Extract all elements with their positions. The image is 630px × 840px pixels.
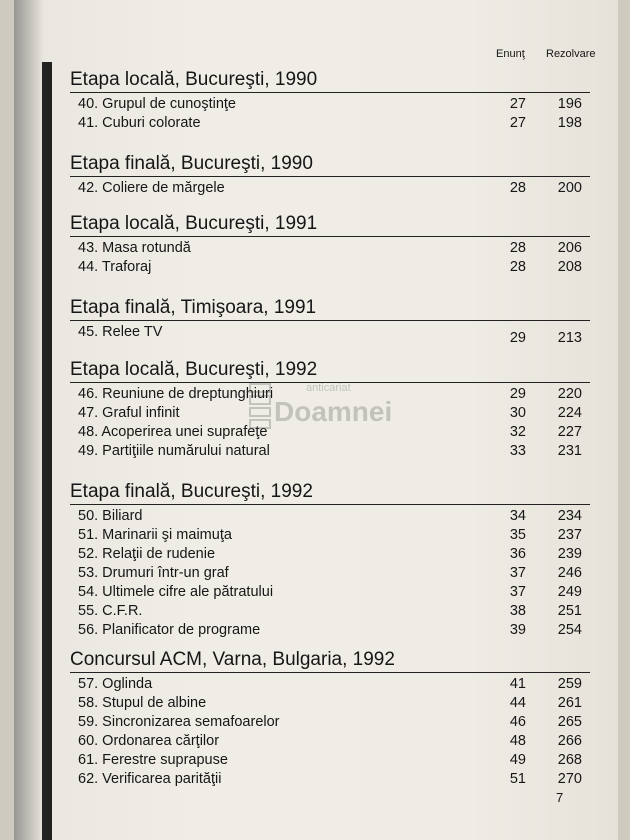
section-marker-bar bbox=[42, 62, 52, 148]
toc-entry bbox=[70, 95, 590, 114]
toc-section bbox=[70, 68, 590, 133]
entry-title: 62. Verificarea parităţii bbox=[78, 771, 222, 787]
entry-rezolvare-page: 234 bbox=[557, 508, 582, 524]
entry-rezolvare-page: 266 bbox=[557, 733, 582, 749]
toc-entry bbox=[70, 602, 590, 621]
entry-enunt-page: 48 bbox=[509, 733, 526, 749]
entry-rezolvare-page: 208 bbox=[557, 259, 582, 275]
entry-title: 61. Ferestre suprapuse bbox=[78, 752, 228, 768]
entry-enunt-page: 44 bbox=[509, 695, 526, 711]
entry-title: 54. Ultimele cifre ale pătratului bbox=[78, 584, 274, 600]
entry-title: 48. Acoperirea unei suprafeţe bbox=[78, 424, 268, 440]
entry-rezolvare-page: 200 bbox=[557, 180, 582, 196]
toc-entry bbox=[70, 694, 590, 713]
entry-title: 45. Relee TV bbox=[78, 324, 163, 340]
entry-enunt-page: 27 bbox=[509, 115, 526, 131]
toc-entry bbox=[70, 526, 590, 545]
entry-enunt-page: 37 bbox=[509, 584, 526, 600]
entry-enunt-page: 28 bbox=[509, 180, 526, 196]
toc-section bbox=[70, 296, 590, 346]
toc-entry bbox=[70, 179, 590, 198]
page-number: 7 bbox=[556, 790, 564, 805]
entry-enunt-page: 33 bbox=[509, 443, 526, 459]
page-gutter-shadow bbox=[14, 0, 44, 840]
section-marker-bar bbox=[42, 478, 52, 644]
toc-entry bbox=[70, 583, 590, 602]
section-marker-bar bbox=[42, 354, 52, 478]
toc-section bbox=[70, 648, 590, 789]
entry-rezolvare-page: 198 bbox=[557, 115, 582, 131]
section-title: Etapa locală, Bucureşti, 1990 bbox=[70, 68, 590, 93]
entry-enunt-page: 51 bbox=[509, 771, 526, 787]
entry-enunt-page: 49 bbox=[509, 752, 526, 768]
section-title: Etapa finală, Bucureşti, 1992 bbox=[70, 480, 590, 505]
toc-section bbox=[70, 212, 590, 277]
toc-entry bbox=[70, 751, 590, 770]
entry-enunt-page: 41 bbox=[509, 676, 526, 692]
entry-title: 57. Oglinda bbox=[78, 676, 153, 692]
entry-title: 60. Ordonarea cărţilor bbox=[78, 733, 220, 749]
entry-rezolvare-page: 270 bbox=[557, 771, 582, 787]
entry-enunt-page: 37 bbox=[509, 565, 526, 581]
toc-entry bbox=[70, 770, 590, 789]
book-stack-icon bbox=[246, 378, 276, 438]
entry-rezolvare-page: 259 bbox=[557, 676, 582, 692]
toc-entry bbox=[70, 545, 590, 564]
entry-rezolvare-page: 227 bbox=[557, 424, 582, 440]
entry-enunt-page: 29 bbox=[509, 386, 526, 402]
toc-entry bbox=[70, 239, 590, 258]
entry-rezolvare-page: 196 bbox=[557, 96, 582, 112]
entry-title: 41. Cuburi colorate bbox=[78, 115, 201, 131]
entry-rezolvare-page: 261 bbox=[557, 695, 582, 711]
toc-entry bbox=[70, 713, 590, 732]
entry-title: 58. Stupul de albine bbox=[78, 695, 207, 711]
entry-enunt-page: 30 bbox=[509, 405, 526, 421]
entry-rezolvare-page: 249 bbox=[557, 584, 582, 600]
entry-title: 50. Biliard bbox=[78, 508, 143, 524]
toc-entry bbox=[70, 114, 590, 133]
section-marker-bar bbox=[42, 206, 52, 290]
entry-enunt-page: 46 bbox=[509, 714, 526, 730]
entry-rezolvare-page: 239 bbox=[557, 546, 582, 562]
toc-entry bbox=[70, 675, 590, 694]
entry-enunt-page: 39 bbox=[509, 622, 526, 638]
entry-rezolvare-page: 268 bbox=[557, 752, 582, 768]
entry-title: 51. Marinarii şi maimuţa bbox=[78, 527, 232, 543]
entry-rezolvare-page: 251 bbox=[557, 603, 582, 619]
entry-enunt-page: 28 bbox=[509, 259, 526, 275]
section-marker-bar bbox=[42, 290, 52, 354]
toc-entry bbox=[70, 732, 590, 751]
entry-enunt-page: 35 bbox=[509, 527, 526, 543]
toc-entry bbox=[70, 258, 590, 277]
book-page bbox=[14, 0, 618, 840]
entry-title: 53. Drumuri într-un graf bbox=[78, 565, 229, 581]
entry-rezolvare-page: 265 bbox=[557, 714, 582, 730]
entry-title: 55. C.F.R. bbox=[78, 603, 143, 619]
entry-title: 52. Relaţii de rudenie bbox=[78, 546, 216, 562]
entry-rezolvare-page: 213 bbox=[557, 330, 582, 346]
entry-title: 42. Coliere de mărgele bbox=[78, 180, 225, 196]
column-header-enunt: Enunţ bbox=[496, 48, 525, 60]
entry-enunt-page: 38 bbox=[509, 603, 526, 619]
entry-rezolvare-page: 231 bbox=[557, 443, 582, 459]
toc-section bbox=[70, 480, 590, 640]
entry-title: 43. Masa rotundă bbox=[78, 240, 191, 256]
entry-title: 40. Grupul de cunoştinţe bbox=[78, 96, 236, 112]
section-marker-bar bbox=[42, 644, 52, 840]
section-title: Concursul ACM, Varna, Bulgaria, 1992 bbox=[70, 648, 590, 673]
toc-section bbox=[70, 152, 590, 198]
toc-entry bbox=[70, 564, 590, 583]
entry-title: 47. Graful infinit bbox=[78, 405, 180, 421]
entry-title: 44. Traforaj bbox=[78, 259, 152, 275]
entry-enunt-page: 32 bbox=[509, 424, 526, 440]
entry-title: 46. Reuniune de dreptunghiuri bbox=[78, 386, 274, 402]
watermark-small-text: anticariat bbox=[306, 382, 351, 394]
entry-rezolvare-page: 220 bbox=[557, 386, 582, 402]
entry-rezolvare-page: 246 bbox=[557, 565, 582, 581]
section-title: Etapa finală, Timişoara, 1991 bbox=[70, 296, 590, 321]
section-title: Etapa locală, Bucureşti, 1992 bbox=[70, 358, 590, 383]
section-title: Etapa locală, Bucureşti, 1991 bbox=[70, 212, 590, 237]
entry-enunt-page: 28 bbox=[509, 240, 526, 256]
entry-enunt-page: 29 bbox=[509, 330, 526, 346]
section-title: Etapa finală, Bucureşti, 1990 bbox=[70, 152, 590, 177]
entry-enunt-page: 36 bbox=[509, 546, 526, 562]
toc-entry bbox=[70, 323, 590, 346]
entry-rezolvare-page: 206 bbox=[557, 240, 582, 256]
watermark-logo bbox=[246, 378, 426, 448]
entry-enunt-page: 34 bbox=[509, 508, 526, 524]
entry-title: 49. Partiţiile numărului natural bbox=[78, 443, 270, 459]
entry-enunt-page: 27 bbox=[509, 96, 526, 112]
entry-rezolvare-page: 254 bbox=[557, 622, 582, 638]
section-marker-bar bbox=[42, 148, 52, 206]
entry-rezolvare-page: 237 bbox=[557, 527, 582, 543]
entry-rezolvare-page: 224 bbox=[557, 405, 582, 421]
toc-entry bbox=[70, 621, 590, 640]
watermark-big-text: Doamnei bbox=[274, 396, 393, 427]
toc-entry bbox=[70, 507, 590, 526]
entry-title: 56. Planificator de programe bbox=[78, 622, 261, 638]
entry-title: 59. Sincronizarea semafoarelor bbox=[78, 714, 280, 730]
column-header-rezolvare: Rezolvare bbox=[546, 48, 596, 60]
